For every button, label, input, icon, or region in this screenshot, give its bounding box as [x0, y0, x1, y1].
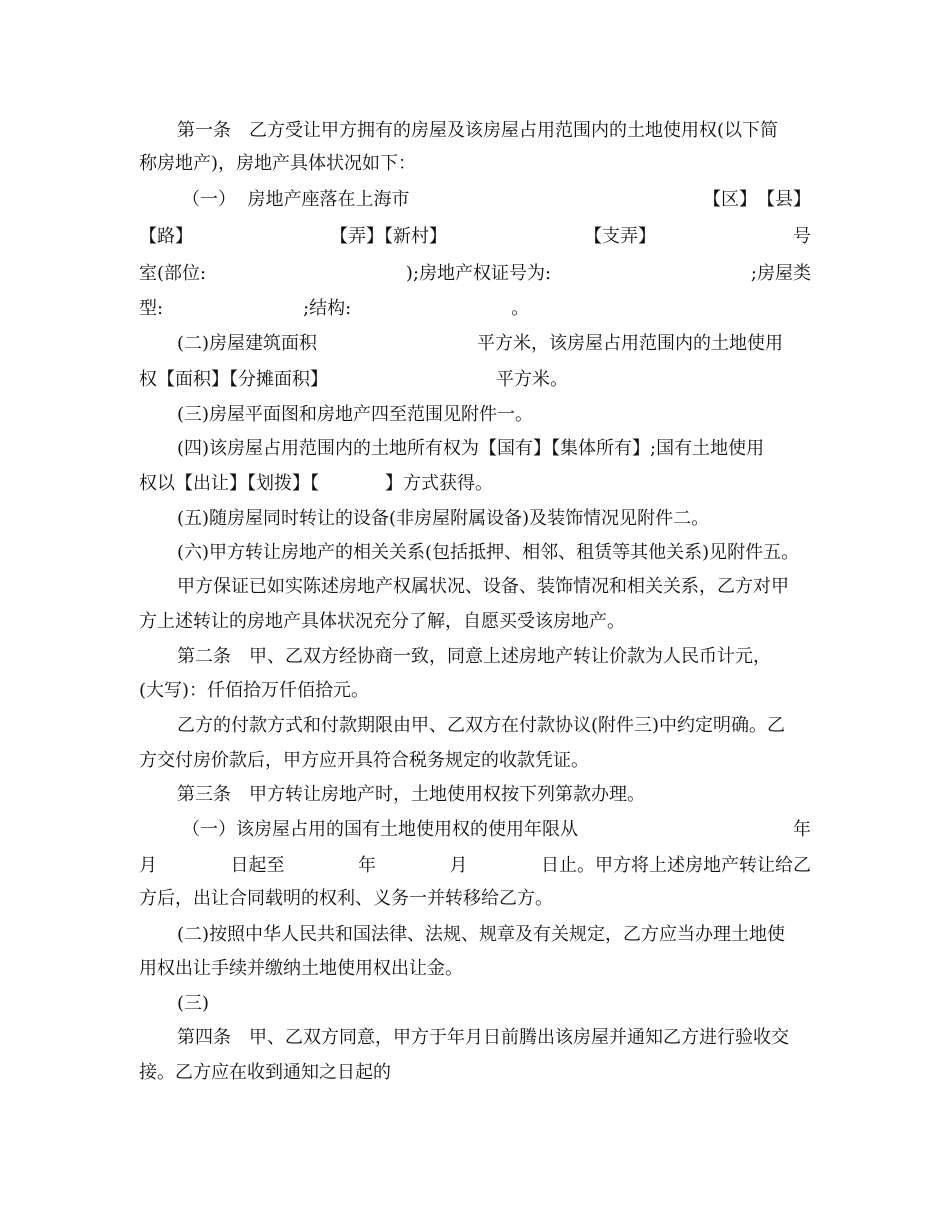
article-1-item-1-line-2	[139, 220, 811, 254]
room-part-label: 室(部位:	[139, 263, 207, 284]
article-1-item-2-line-1: (二)房屋建筑面积 平方米，该房屋占用范围内的土地使用	[177, 333, 784, 354]
article-1-line-2: 称房地产)，房地产具体状况如下：	[139, 153, 417, 174]
article-3-line-1: 第三条 甲方转让房地产时，土地使用权按下列第款办理。	[177, 784, 645, 805]
road-tag: 【路】	[139, 226, 193, 247]
article-1-item-1-line-1	[182, 183, 811, 217]
cert-number-label: );房地产权证号为:	[405, 263, 552, 284]
district-county-tags: 【区】【县】	[703, 189, 811, 210]
article-3-item-3: (三)	[177, 993, 210, 1014]
article-3-item-2-line-2: 用权出让手续并缴纳土地使用权出让金。	[139, 958, 463, 979]
unit-number-label: 号	[793, 226, 811, 247]
article-1-item-2-line-2: 权【面积】【分摊面积】 平方米。	[139, 369, 568, 390]
article-3-item-1-line-1: （一）该房屋占用的国有土地使用权的使用年限从 年	[182, 819, 811, 840]
article-1-item-4-line-2: 权以【出让】【划拨】【 】方式获得。	[139, 473, 493, 494]
article-1-item-3: (三)房屋平面图和房地产四至范围见附件一。	[177, 404, 534, 425]
structure-label: ;结构:	[303, 298, 352, 319]
article-1-line-1: 第一条 乙方受让甲方拥有的房屋及该房屋占用范围内的土地使用权(以下简	[177, 120, 779, 141]
branch-lane-tag: 【支弄】	[584, 226, 656, 247]
article-3-item-2-line-1: (二)按照中华人民共和国法律、法规、规章及有关规定，乙方应当办理土地使	[177, 924, 786, 945]
house-type-label: ;房屋类	[750, 263, 811, 284]
article-4-line-2: 接。乙方应在收到通知之日起的	[139, 1062, 391, 1083]
article-2-line-1: 第二条 甲、乙双方经协商一致，同意上述房地产转让价款为人民币计元，	[177, 646, 771, 667]
article-1-item-4-line-1: (四)该房屋占用范围内的土地所有权为【国有】【集体所有】;国有土地使用	[177, 438, 765, 459]
lane-village-tags: 【弄】【新村】	[330, 226, 447, 247]
article-1-item-1-line-3	[139, 257, 811, 291]
item-1-location-text: （一） 房地产座落在上海市	[182, 189, 410, 210]
article-1-item-6: (六)甲方转让房地产的相关关系(包括抵押、相邻、租赁等其他关系)见附件五。	[177, 542, 800, 563]
guarantee-line-2: 方上述转让的房地产具体状况充分了解，自愿买受该房地产。	[139, 611, 625, 632]
article-3-item-1-line-2: 月 日起至 年 月 日止。甲方将上述房地产转让给乙	[139, 855, 811, 876]
article-1-item-5: (五)随房屋同时转让的设备(非房屋附属设备)及装饰情况见附件二。	[177, 508, 710, 529]
article-2-line-3: 乙方的付款方式和付款期限由甲、乙双方在付款协议(附件三)中约定明确。乙	[177, 715, 786, 736]
guarantee-line-1: 甲方保证已如实陈述房地产权属状况、设备、装饰情况和相关关系，乙方对甲	[177, 576, 789, 597]
article-4-line-1: 第四条 甲、乙双方同意，甲方于年月日前腾出该房屋并通知乙方进行验收交	[177, 1027, 789, 1048]
article-3-item-1-line-3: 方后，出让合同载明的权利、义务一并转移给乙方。	[139, 888, 553, 909]
article-2-line-4: 方交付房价款后，甲方应开具符合税务规定的收款凭证。	[139, 750, 589, 771]
article-1-item-1-line-4: 型: ;结构: 。	[139, 298, 530, 319]
article-2-line-2: (大写)：仟佰拾万仟佰拾元。	[139, 680, 370, 701]
